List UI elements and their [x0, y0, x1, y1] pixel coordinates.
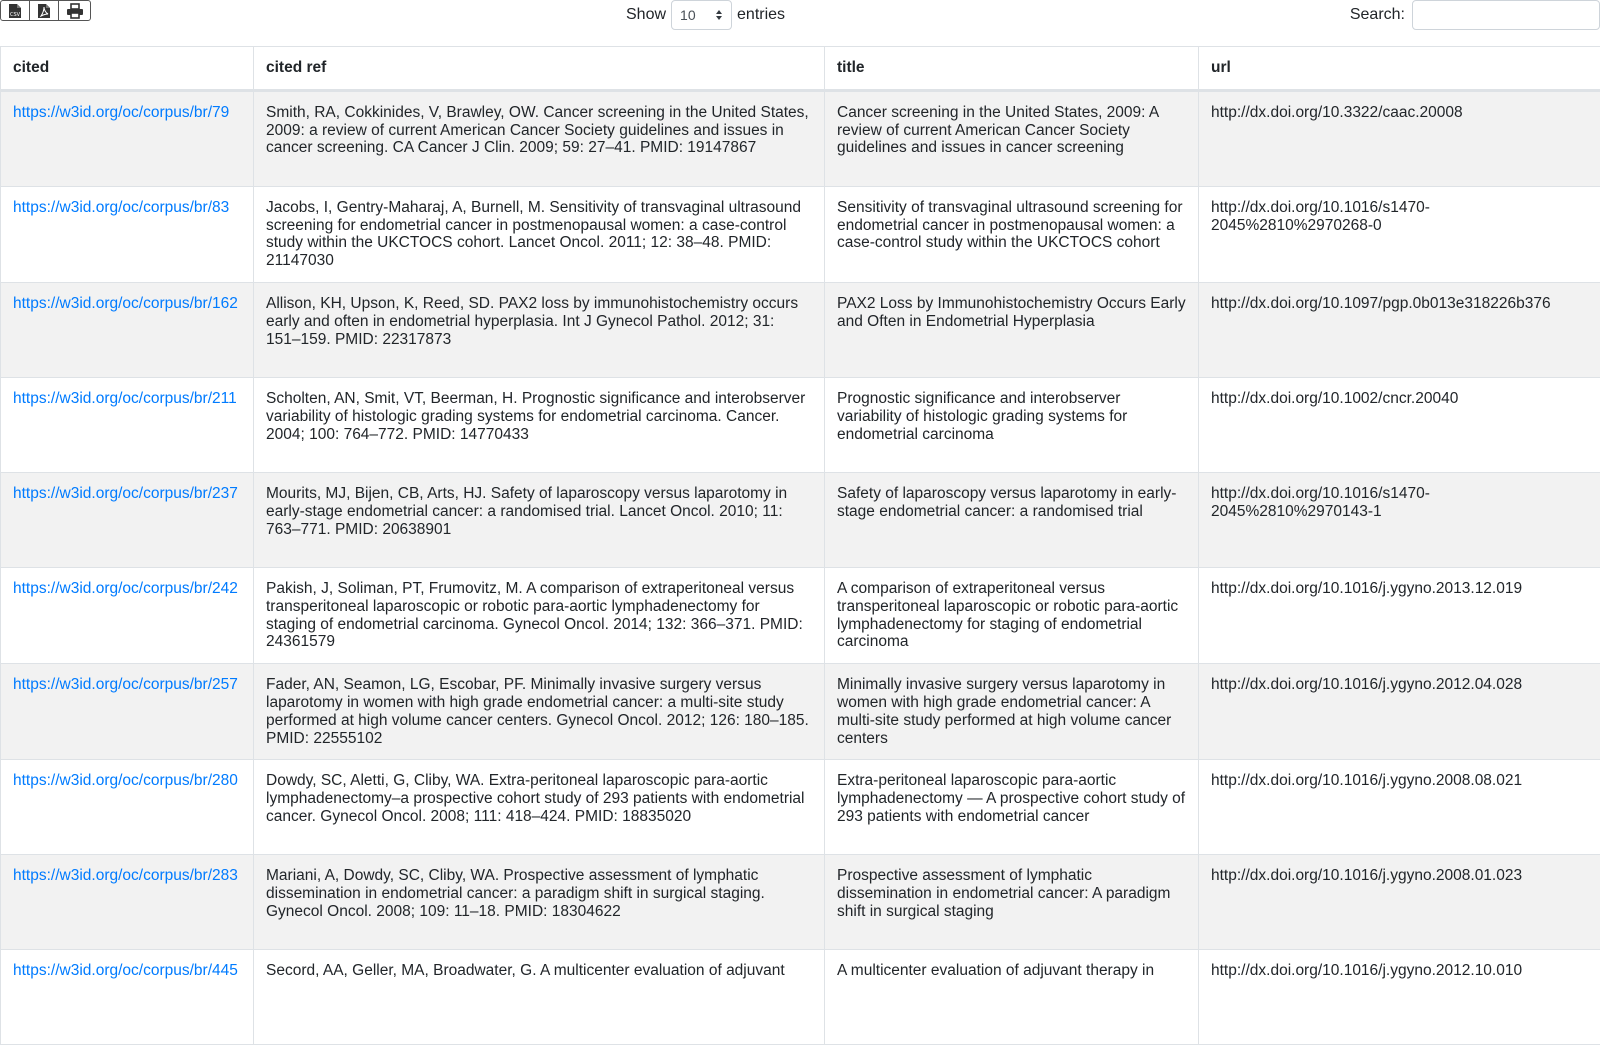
export-button-group [0, 0, 90, 21]
url-cell: http://dx.doi.org/10.1016/s1470-2045%2810%2970268-0 [1199, 186, 1600, 282]
title-cell: PAX2 Loss by Immunohistochemistry Occurs Early and Often in Endometrial Hyperplasia [825, 282, 1199, 377]
url-cell: http://dx.doi.org/10.1016/j.ygyno.2008.01.023 [1199, 855, 1600, 950]
url-cell: http://dx.doi.org/10.1016/j.ygyno.2012.04.028 [1199, 664, 1600, 760]
title-cell: Minimally invasive surgery versus laparotomy in women with high grade endometrial cancer: A multi-site study performed at high volume cancer centers [825, 664, 1199, 760]
entries-label: entries [737, 6, 785, 24]
svg-text:CSV: CSV [10, 12, 21, 18]
title-cell: A comparison of extraperitoneal versus transperitoneal laparoscopic or robotic para-aortic lymphadenectomy for staging of endometrial carcinoma [825, 567, 1199, 663]
title-cell: Cancer screening in the United States, 2009: A review of current American Cancer Society guidelines and issues in cancer screening [825, 90, 1199, 186]
column-header-url[interactable]: url [1199, 47, 1600, 91]
url-cell: http://dx.doi.org/10.1016/s1470-2045%2810%2970143-1 [1199, 472, 1600, 567]
cited-ref-cell: Pakish, J, Soliman, PT, Frumovitz, M. A comparison of extraperitoneal versus transperitoneal laparoscopic or robotic para-aortic lymphadenectomy for staging of endometrial carcinoma. Gynecol Oncol. 2014; 132: 366–371. PMID: 24361579 [254, 567, 825, 663]
table-row [1, 664, 1600, 760]
cited-cell [1, 760, 254, 855]
cited-cell [1, 186, 254, 282]
table-row [1, 760, 1600, 855]
table-row [1, 90, 1600, 186]
url-cell: http://dx.doi.org/10.3322/caac.20008 [1199, 90, 1600, 186]
cited-cell [1, 90, 254, 186]
cited-ref-cell: Jacobs, I, Gentry-Maharaj, A, Burnell, M. Sensitivity of transvaginal ultrasound screening for endometrial cancer in postmenopausal women: a case-control study within the UKCTOCS cohort. Lancet Oncol. 2011; 12: 38–48. PMID: 21147030 [254, 186, 825, 282]
search-label: Search: [1350, 6, 1405, 24]
column-header-cited[interactable]: cited [1, 47, 254, 91]
cited-ref-cell: Dowdy, SC, Aletti, G, Cliby, WA. Extra-peritoneal laparoscopic para-aortic lymphadenectomy–a prospective cohort study of 293 patients with endometrial cancer. Gynecol Oncol. 2008; 111: 418–424. PMID: 18835020 [254, 760, 825, 855]
table-row [1, 567, 1600, 663]
cited-link[interactable]: https://w3id.org/oc/corpus/br/162 [13, 295, 238, 312]
pdf-icon [37, 3, 51, 19]
select-arrows-icon [715, 9, 723, 21]
cited-ref-cell: Smith, RA, Cokkinides, V, Brawley, OW. Cancer screening in the United States, 2009: a review of current American Cancer Society guidelines and issues in cancer screening. CA Cancer J Clin. 2009; 59: 27–41. PMID: 19147867 [254, 90, 825, 186]
show-label: Show [626, 6, 666, 24]
search-input[interactable] [1412, 0, 1600, 30]
title-cell: Prognostic significance and interobserver variability of histologic grading systems for endometrial carcinoma [825, 377, 1199, 472]
table-row [1, 377, 1600, 472]
entries-select-value: 10 [680, 7, 696, 23]
column-header-cited-ref[interactable]: cited ref [254, 47, 825, 91]
table-row [1, 950, 1600, 1045]
cited-ref-cell: Mourits, MJ, Bijen, CB, Arts, HJ. Safety of laparoscopy versus laparotomy in early-stage endometrial cancer: a randomised trial. Lancet Oncol. 2010; 11: 763–771. PMID: 20638901 [254, 472, 825, 567]
cited-cell [1, 950, 254, 1045]
csv-icon [8, 3, 22, 19]
citations-table [0, 46, 1600, 1045]
cited-cell [1, 855, 254, 950]
cited-link[interactable]: https://w3id.org/oc/corpus/br/237 [13, 485, 238, 502]
cited-cell [1, 377, 254, 472]
cited-link[interactable]: https://w3id.org/oc/corpus/br/83 [13, 199, 229, 216]
print-icon [66, 3, 84, 19]
url-cell: http://dx.doi.org/10.1016/j.ygyno.2012.10.010 [1199, 950, 1600, 1045]
print-button[interactable] [58, 0, 91, 21]
title-cell: Sensitivity of transvaginal ultrasound screening for endometrial cancer in postmenopausal women: a case-control study within the UKCTOCS cohort [825, 186, 1199, 282]
table-row [1, 186, 1600, 282]
url-cell: http://dx.doi.org/10.1016/j.ygyno.2008.08.021 [1199, 760, 1600, 855]
cited-ref-cell: Fader, AN, Seamon, LG, Escobar, PF. Minimally invasive surgery versus laparotomy in women with high grade endometrial cancer: a multi-site study performed at high volume cancer centers. Gynecol Oncol. 2012; 126: 180–185. PMID: 22555102 [254, 664, 825, 760]
url-cell: http://dx.doi.org/10.1002/cncr.20040 [1199, 377, 1600, 472]
entries-length-control [626, 0, 785, 30]
title-cell: Extra-peritoneal laparoscopic para-aortic lymphadenectomy — A prospective cohort study of 293 patients with endometrial cancer [825, 760, 1199, 855]
cited-cell [1, 567, 254, 663]
table-row [1, 472, 1600, 567]
cited-cell [1, 664, 254, 760]
cited-ref-cell: Secord, AA, Geller, MA, Broadwater, G. A multicenter evaluation of adjuvant [254, 950, 825, 1045]
table-header-row [1, 47, 1600, 91]
cited-link[interactable]: https://w3id.org/oc/corpus/br/242 [13, 580, 238, 597]
title-cell: Safety of laparoscopy versus laparotomy in early-stage endometrial cancer: a randomised trial [825, 472, 1199, 567]
table-row [1, 282, 1600, 377]
cited-link[interactable]: https://w3id.org/oc/corpus/br/283 [13, 867, 238, 884]
cited-ref-cell: Scholten, AN, Smit, VT, Beerman, H. Prognostic significance and interobserver variability of histologic grading systems for endometrial carcinoma. Cancer. 2004; 100: 764–772. PMID: 14770433 [254, 377, 825, 472]
cited-cell [1, 282, 254, 377]
column-header-title[interactable]: title [825, 47, 1199, 91]
cited-link[interactable]: https://w3id.org/oc/corpus/br/211 [13, 390, 237, 407]
url-cell: http://dx.doi.org/10.1097/pgp.0b013e318226b376 [1199, 282, 1600, 377]
cited-link[interactable]: https://w3id.org/oc/corpus/br/257 [13, 676, 238, 693]
cited-ref-cell: Mariani, A, Dowdy, SC, Cliby, WA. Prospective assessment of lymphatic dissemination in endometrial cancer: a paradigm shift in surgical staging. Gynecol Oncol. 2008; 109: 11–18. PMID: 18304622 [254, 855, 825, 950]
entries-select[interactable] [671, 0, 732, 30]
search-filter [1350, 0, 1600, 30]
url-cell: http://dx.doi.org/10.1016/j.ygyno.2013.12.019 [1199, 567, 1600, 663]
title-cell: Prospective assessment of lymphatic dissemination in endometrial cancer: A paradigm shift in surgical staging [825, 855, 1199, 950]
pdf-export-button[interactable] [29, 0, 59, 21]
cited-cell [1, 472, 254, 567]
cited-link[interactable]: https://w3id.org/oc/corpus/br/280 [13, 772, 238, 789]
title-cell: A multicenter evaluation of adjuvant therapy in [825, 950, 1199, 1045]
cited-ref-cell: Allison, KH, Upson, K, Reed, SD. PAX2 loss by immunohistochemistry occurs early and often in endometrial hyperplasia. Int J Gynecol Pathol. 2012; 31: 151–159. PMID: 22317873 [254, 282, 825, 377]
cited-link[interactable]: https://w3id.org/oc/corpus/br/79 [13, 104, 229, 121]
csv-export-button[interactable] [0, 0, 30, 21]
table-row [1, 855, 1600, 950]
cited-link[interactable]: https://w3id.org/oc/corpus/br/445 [13, 962, 238, 979]
